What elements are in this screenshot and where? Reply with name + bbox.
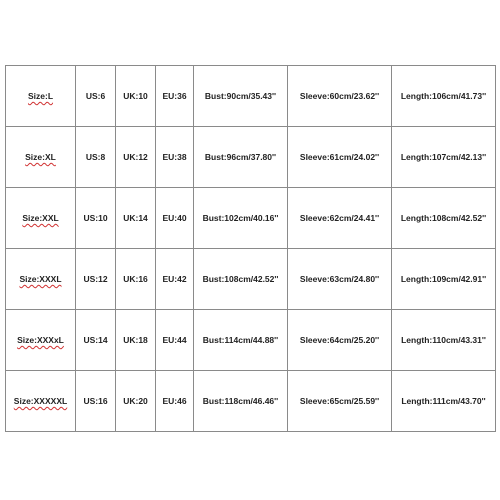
bust-cell: Bust:108cm/42.52''	[194, 249, 288, 310]
uk-size-cell: UK:20	[116, 371, 156, 432]
eu-size-cell: EU:40	[156, 188, 194, 249]
uk-size-cell: UK:16	[116, 249, 156, 310]
eu-size-cell: EU:38	[156, 127, 194, 188]
length-cell: Length:109cm/42.91''	[392, 249, 496, 310]
bust-cell: Bust:102cm/40.16''	[194, 188, 288, 249]
bust-cell: Bust:118cm/46.46''	[194, 371, 288, 432]
uk-size-cell: UK:14	[116, 188, 156, 249]
sleeve-cell: Sleeve:63cm/24.80''	[288, 249, 392, 310]
size-chart-table	[5, 65, 496, 432]
uk-size-cell: UK:10	[116, 66, 156, 127]
us-size-cell: US:10	[76, 188, 116, 249]
eu-size-cell: EU:36	[156, 66, 194, 127]
sleeve-cell: Sleeve:65cm/25.59''	[288, 371, 392, 432]
size-label: Size:XXXL	[19, 274, 62, 284]
uk-size-cell: UK:18	[116, 310, 156, 371]
us-size-cell: US:12	[76, 249, 116, 310]
length-cell: Length:108cm/42.52''	[392, 188, 496, 249]
size-cell	[6, 249, 76, 310]
us-size-cell: US:14	[76, 310, 116, 371]
size-cell	[6, 66, 76, 127]
size-cell	[6, 127, 76, 188]
length-cell: Length:106cm/41.73''	[392, 66, 496, 127]
table-row	[6, 127, 496, 188]
bust-cell: Bust:96cm/37.80''	[194, 127, 288, 188]
size-cell	[6, 310, 76, 371]
bust-cell: Bust:114cm/44.88''	[194, 310, 288, 371]
uk-size-cell: UK:12	[116, 127, 156, 188]
sleeve-cell: Sleeve:64cm/25.20''	[288, 310, 392, 371]
size-cell	[6, 188, 76, 249]
us-size-cell: US:8	[76, 127, 116, 188]
sleeve-cell: Sleeve:62cm/24.41''	[288, 188, 392, 249]
length-cell: Length:110cm/43.31''	[392, 310, 496, 371]
size-label: Size:XXXXXL	[13, 396, 68, 406]
length-cell: Length:111cm/43.70''	[392, 371, 496, 432]
table-row	[6, 371, 496, 432]
bust-cell: Bust:90cm/35.43''	[194, 66, 288, 127]
us-size-cell: US:16	[76, 371, 116, 432]
table-row	[6, 310, 496, 371]
table-row	[6, 249, 496, 310]
size-label: Size:XXXxL	[17, 335, 64, 345]
table-row	[6, 188, 496, 249]
sleeve-cell: Sleeve:61cm/24.02''	[288, 127, 392, 188]
eu-size-cell: EU:42	[156, 249, 194, 310]
eu-size-cell: EU:44	[156, 310, 194, 371]
size-cell	[6, 371, 76, 432]
sleeve-cell: Sleeve:60cm/23.62''	[288, 66, 392, 127]
us-size-cell: US:6	[76, 66, 116, 127]
size-label: Size:L	[27, 91, 54, 101]
size-label: Size:XXL	[22, 213, 59, 223]
table-row	[6, 66, 496, 127]
eu-size-cell: EU:46	[156, 371, 194, 432]
size-label: Size:XL	[25, 152, 56, 162]
length-cell: Length:107cm/42.13''	[392, 127, 496, 188]
